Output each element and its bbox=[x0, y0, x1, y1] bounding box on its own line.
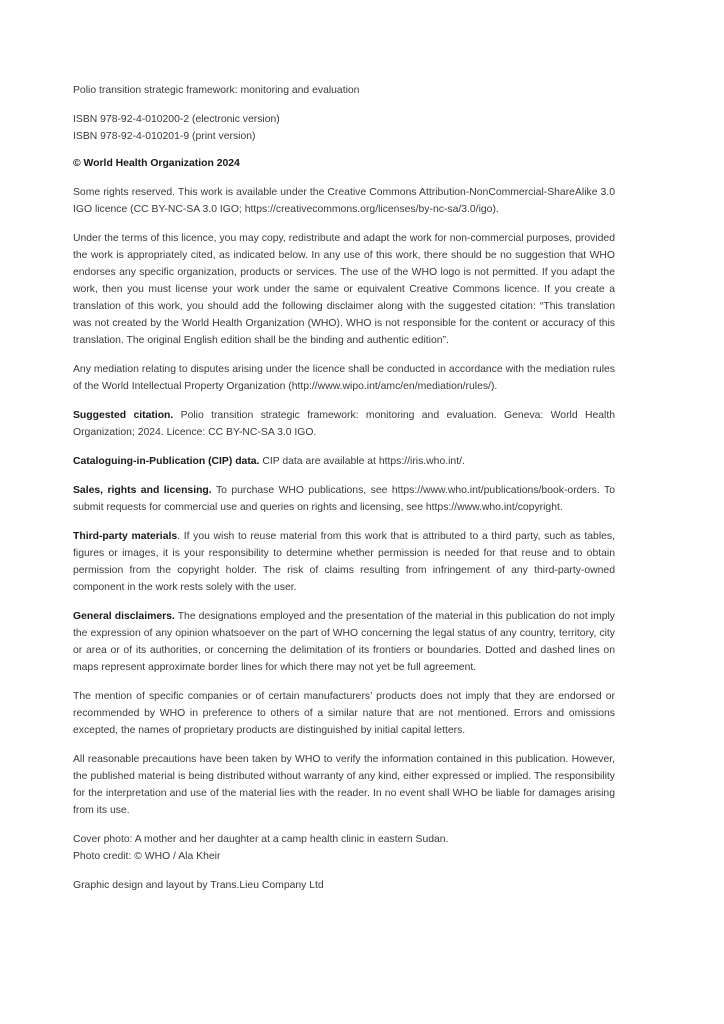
general-disclaimers-heading: General disclaimers. bbox=[73, 611, 175, 622]
photo-credits bbox=[73, 831, 615, 865]
cip-text: CIP data are available at https://iris.who.int/. bbox=[259, 456, 465, 467]
imprint-content bbox=[73, 82, 615, 894]
sales-paragraph bbox=[73, 482, 615, 516]
third-party-paragraph bbox=[73, 528, 615, 596]
design-credit: Graphic design and layout by Trans.Lieu Company Ltd bbox=[73, 880, 324, 891]
isbn-block bbox=[73, 111, 615, 145]
rights-paragraph: Some rights reserved. This work is available under the Creative Commons Attribution-NonCommercial-ShareAlike 3.0 IGO licence (CC BY-NC-SA 3.0 IGO; https://creativecommons.org/licenses/by-nc-sa/3.0/igo). bbox=[73, 187, 615, 215]
sales-heading: Sales, rights and licensing. bbox=[73, 485, 212, 496]
sales-text: To purchase WHO publications, see https://www.who.int/publications/book-orders. To submit requests for commercial use and queries on rights and licensing, see https://www.who.int/copyright. bbox=[73, 485, 615, 513]
publication-title: Polio transition strategic framework: monitoring and evaluation bbox=[73, 85, 360, 96]
isbn-electronic: ISBN 978-92-4-010200-2 (electronic version) bbox=[73, 114, 280, 125]
cip-heading: Cataloguing-in-Publication (CIP) data. bbox=[73, 456, 260, 467]
isbn-print: ISBN 978-92-4-010201-9 (print version) bbox=[73, 131, 256, 142]
suggested-citation-paragraph bbox=[73, 407, 615, 441]
suggested-citation-text: Polio transition strategic framework: monitoring and evaluation. Geneva: World Health Organization; 2024. Licence: CC BY-NC-SA 3.0 IGO. bbox=[73, 410, 615, 438]
third-party-text: . If you wish to reuse material from this work that is attributed to a third party, such as tables, figures or images, it is your responsibility to determine whether permission is needed for that reuse and to obtain permission from the copyright holder. The risk of claims resulting from infringement of any third-party-owned component in the work rests solely with the user. bbox=[73, 531, 615, 593]
photo-credit: Photo credit: © WHO / Ala Kheir bbox=[73, 851, 221, 862]
licence-terms-paragraph: Under the terms of this licence, you may copy, redistribute and adapt the work for non-commercial purposes, provided the work is appropriately cited, as indicated below. In any use of this work, there should be no suggestion that WHO endorses any specific organization, products or services. The use of the WHO logo is not permitted. If you adapt the work, then you must license your work under the same or equivalent Creative Commons licence. If you create a translation of this work, you should add the following disclaimer along with the suggested citation: “This translation was not created by the World Health Organization (WHO). WHO is not responsible for the content or accuracy of this translation. The original English edition shall be the binding and authentic edition”. bbox=[73, 233, 615, 346]
copyright-notice: © World Health Organization 2024 bbox=[73, 158, 240, 169]
cover-photo-caption: Cover photo: A mother and her daughter at a camp health clinic in eastern Sudan. bbox=[73, 834, 449, 845]
third-party-heading: Third-party materials bbox=[73, 531, 178, 542]
general-disclaimers-text: The designations employed and the presentation of the material in this publication do not imply the expression of any opinion whatsoever on the part of WHO concerning the legal status of any country, territory, city or area or of its authorities, or concerning the delimitation of its frontiers or boundaries. Dotted and dashed lines on maps represent approximate border lines for which there may not yet be full agreement. bbox=[73, 611, 616, 673]
manufacturers-paragraph: The mention of specific companies or of certain manufacturers’ products does not imply that they are endorsed or recommended by WHO in preference to others of a similar nature that are not mentioned. Errors and omissions excepted, the names of proprietary products are distinguished by initial capital letters. bbox=[73, 691, 615, 736]
cip-paragraph bbox=[73, 453, 615, 470]
general-disclaimers-paragraph bbox=[73, 608, 615, 676]
suggested-citation-heading: Suggested citation. bbox=[73, 410, 174, 421]
mediation-paragraph: Any mediation relating to disputes arising under the licence shall be conducted in accordance with the mediation rules of the World Intellectual Property Organization (http://www.wipo.int/amc/en/mediation/rules/). bbox=[73, 364, 615, 392]
precautions-paragraph: All reasonable precautions have been taken by WHO to verify the information contained in this publication. However, the published material is being distributed without warranty of any kind, either expressed or implied. The responsibility for the interpretation and use of the material lies with the reader. In no event shall WHO be liable for damages arising from its use. bbox=[73, 754, 615, 816]
